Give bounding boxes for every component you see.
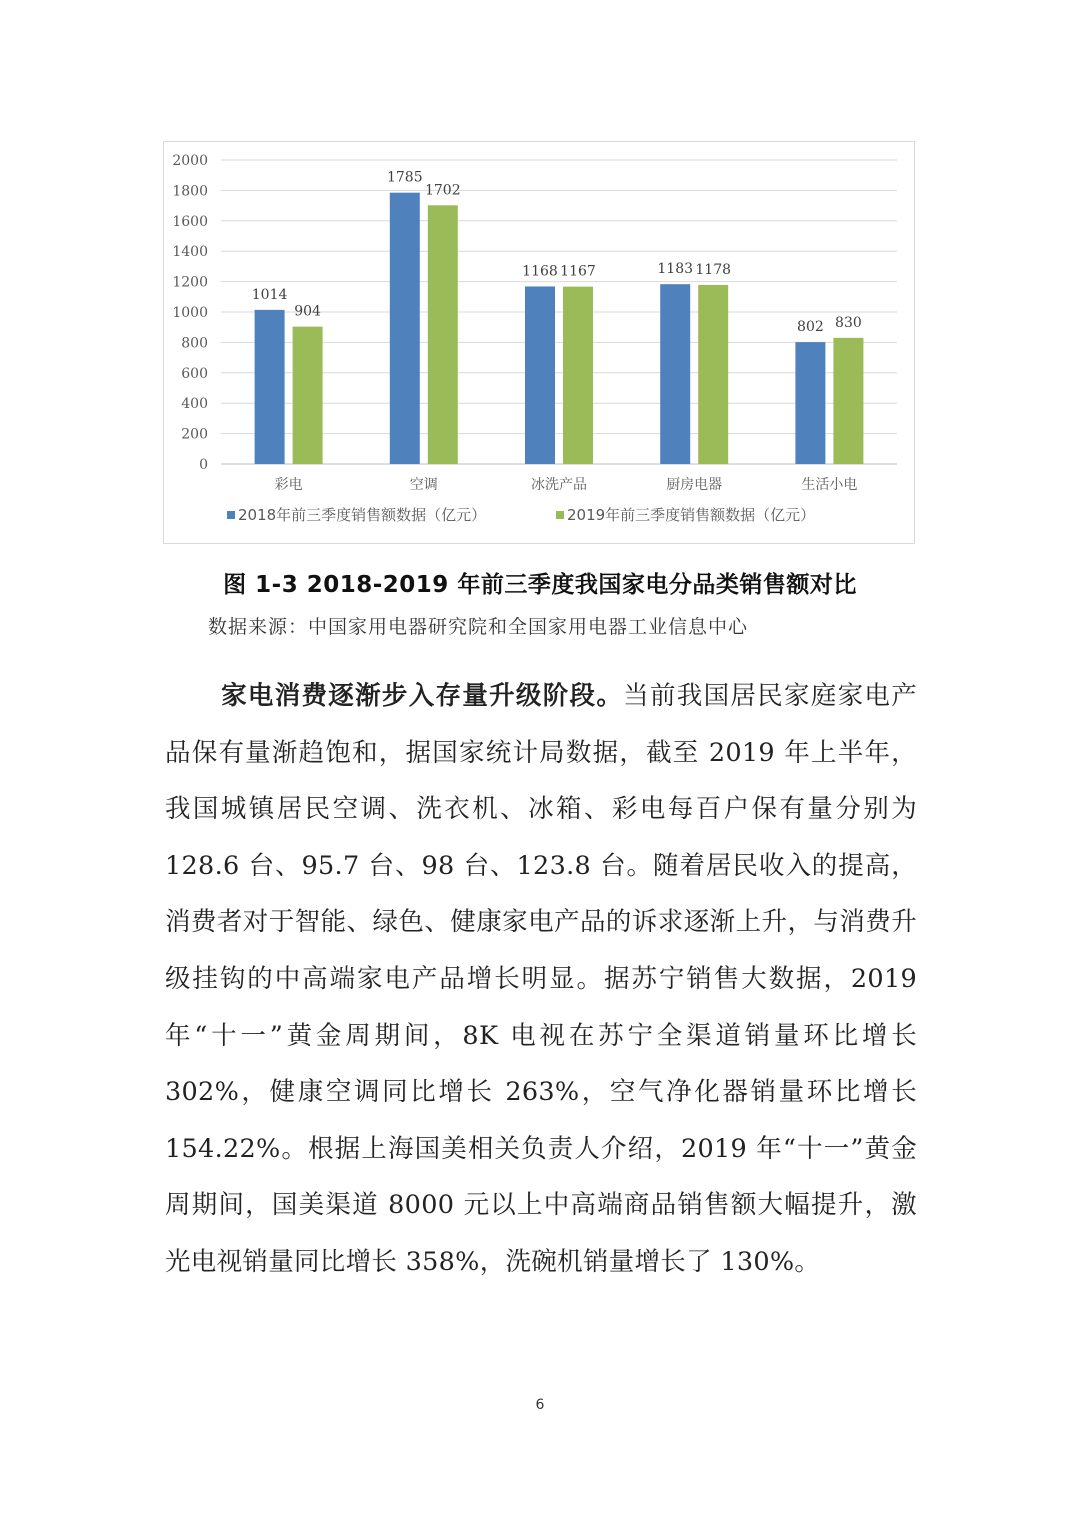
bar [525, 286, 555, 464]
paragraph-text: 当前我国居民家庭家电产品保有量渐趋饱和，据国家统计局数据，截至 2019 年上半年，我国城镇居民空调、洗衣机、冰箱、彩电每百户保有量分别为 128.6 台、95.7 台、98 台、123.8 台。随着居民收入的提高，消费者对于智能、绿色、健康家电产品的诉求逐渐上升，与消费升级挂钩的中高端家电产品增长明显。据苏宁销售大数据，2019 年“十一”黄金周期间，8K 电视在苏宁全渠道销量环比增长 302%，健康空调同比增长 263%，空气净化器销量环比增长 154.22%。根据上海国美相关负责人介绍，2019 年“十一”黄金周期间，国美渠道 8000 元以上中高端商品销售额大幅提升，激光电视销量同比增长 358%，洗碗机销量增长了 130%。 [165, 681, 917, 1277]
bar [255, 310, 285, 464]
x-tick-label: 冰洗产品 [531, 477, 587, 493]
bar [795, 342, 825, 464]
data-label: 1167 [560, 263, 596, 280]
data-label: 904 [294, 303, 321, 320]
legend-label: 2019年前三季度销售额数据（亿元） [567, 506, 816, 524]
bar [428, 205, 458, 464]
paragraph-lead: 家电消费逐渐步入存量升级阶段。 [221, 681, 624, 711]
legend-label: 2018年前三季度销售额数据（亿元） [238, 506, 487, 524]
y-tick-label: 1200 [172, 274, 208, 291]
chart-svg [164, 142, 916, 545]
y-tick-label: 1400 [172, 244, 208, 261]
y-tick-label: 1600 [172, 213, 208, 230]
data-label: 1785 [386, 169, 423, 186]
body-paragraph [165, 668, 917, 1291]
bar [698, 285, 728, 464]
x-tick-label: 彩电 [274, 477, 303, 493]
y-tick-label: 800 [181, 335, 208, 352]
y-tick-label: 1000 [172, 305, 208, 321]
legend-swatch [556, 511, 564, 519]
y-tick-label: 0 [199, 457, 208, 473]
bar [833, 338, 863, 464]
legend-swatch [227, 511, 235, 519]
data-label: 1014 [251, 286, 288, 303]
x-tick-label: 空调 [409, 477, 438, 493]
bar-chart [163, 141, 915, 544]
x-tick-label: 生活小电 [801, 477, 858, 493]
page-number: 6 [535, 1397, 545, 1413]
data-label: 830 [835, 314, 862, 331]
y-tick-label: 400 [181, 396, 208, 413]
bar [563, 287, 593, 464]
bar [660, 284, 690, 464]
x-tick-label: 厨房电器 [666, 477, 723, 493]
data-label: 802 [797, 319, 824, 336]
y-tick-label: 2000 [172, 153, 208, 169]
data-source-note: 数据来源：中国家用电器研究院和全国家用电器工业信息中心 [208, 616, 749, 638]
data-label: 1178 [695, 261, 732, 278]
bar [390, 193, 420, 464]
data-label: 1702 [424, 182, 461, 199]
data-label: 1183 [657, 261, 694, 278]
y-tick-label: 200 [181, 426, 208, 443]
bar [293, 327, 323, 464]
y-tick-label: 600 [181, 365, 208, 382]
figure-caption: 图 1-3 2018-2019 年前三季度我国家电分品类销售额对比 [223, 572, 857, 598]
data-label: 1168 [522, 263, 558, 280]
y-tick-label: 1800 [172, 183, 208, 200]
